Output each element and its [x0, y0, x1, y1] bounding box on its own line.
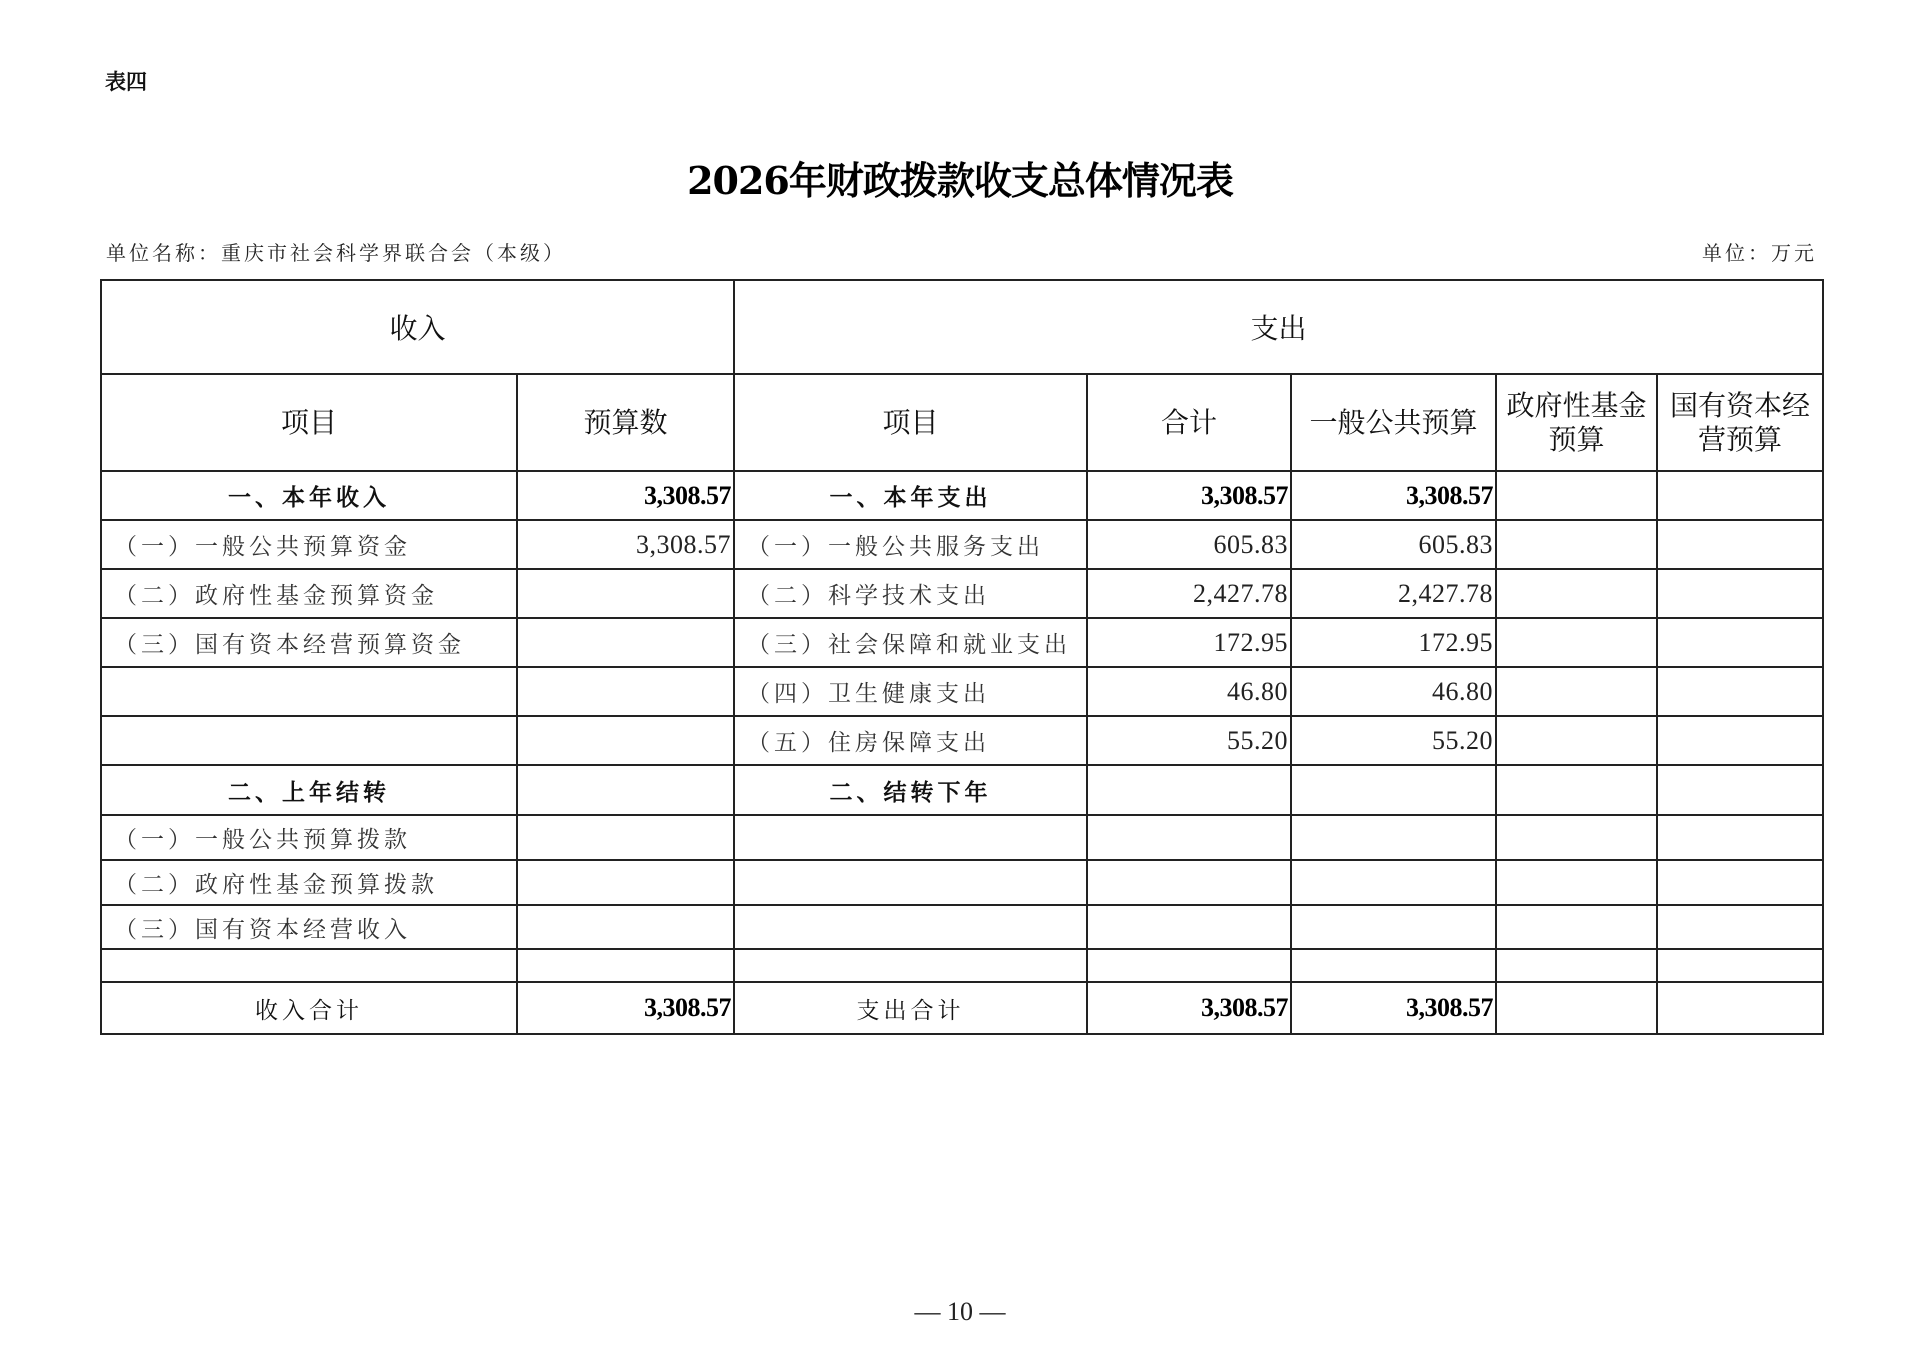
exp-item-cell: （二）科学技术支出	[734, 569, 1087, 618]
table-row	[101, 860, 1823, 905]
col-header-exp-state-capital: 国有资本经营预算	[1657, 374, 1823, 471]
income-budget-cell: 3,308.57	[517, 471, 734, 520]
exp-general-cell: 605.83	[1291, 520, 1496, 569]
column-header-row	[101, 374, 1823, 471]
exp-fund-cell	[1496, 618, 1657, 667]
group-header-row	[101, 280, 1823, 374]
exp-item-cell: （一）一般公共服务支出	[734, 520, 1087, 569]
income-budget-cell: 3,308.57	[517, 520, 734, 569]
exp-fund-cell	[1496, 520, 1657, 569]
table-row	[101, 618, 1823, 667]
income-item-cell: 一、本年收入	[101, 471, 517, 520]
exp-general-cell: 55.20	[1291, 716, 1496, 765]
exp-total-cell	[1087, 860, 1291, 905]
exp-total-cell	[1087, 949, 1291, 982]
exp-fund-cell	[1496, 905, 1657, 949]
table-row	[101, 815, 1823, 860]
exp-fund-cell	[1496, 471, 1657, 520]
income-budget-cell	[517, 667, 734, 716]
exp-item-cell	[734, 860, 1087, 905]
exp-state-capital-cell	[1657, 765, 1823, 815]
exp-fund-cell	[1496, 815, 1657, 860]
exp-general-cell	[1291, 860, 1496, 905]
exp-general-cell: 46.80	[1291, 667, 1496, 716]
exp-item-cell	[734, 949, 1087, 982]
exp-general-cell: 172.95	[1291, 618, 1496, 667]
unit-measure-label: 单位：万元	[1702, 241, 1817, 265]
exp-total-cell	[1087, 905, 1291, 949]
col-header-exp-total: 合计	[1087, 374, 1291, 471]
exp-state-capital-cell	[1657, 618, 1823, 667]
exp-state-capital-cell	[1657, 815, 1823, 860]
exp-total-cell	[1087, 815, 1291, 860]
exp-general-cell	[1291, 905, 1496, 949]
exp-item-cell: 一、本年支出	[734, 471, 1087, 520]
income-item-cell: （三）国有资本经营预算资金	[101, 618, 517, 667]
table-row	[101, 716, 1823, 765]
exp-total-cell: 3,308.57	[1087, 471, 1291, 520]
exp-total-value: 3,308.57	[1087, 982, 1291, 1034]
income-total-value: 3,308.57	[517, 982, 734, 1034]
col-header-exp-item: 项目	[734, 374, 1087, 471]
income-budget-cell	[517, 905, 734, 949]
exp-item-cell: （四）卫生健康支出	[734, 667, 1087, 716]
exp-item-cell: （三）社会保障和就业支出	[734, 618, 1087, 667]
income-item-cell: （二）政府性基金预算拨款	[101, 860, 517, 905]
exp-fund-cell	[1496, 949, 1657, 982]
exp-state-capital-total-value	[1657, 982, 1823, 1034]
exp-state-capital-cell	[1657, 905, 1823, 949]
exp-state-capital-cell	[1657, 667, 1823, 716]
income-budget-cell	[517, 815, 734, 860]
exp-general-cell	[1291, 815, 1496, 860]
exp-general-total-value: 3,308.57	[1291, 982, 1496, 1034]
exp-state-capital-cell	[1657, 520, 1823, 569]
exp-total-label: 支出合计	[734, 982, 1087, 1034]
col-header-income-budget: 预算数	[517, 374, 734, 471]
table-row	[101, 667, 1823, 716]
exp-state-capital-cell	[1657, 949, 1823, 982]
income-budget-cell	[517, 949, 734, 982]
table-row	[101, 905, 1823, 949]
expenditure-group-header: 支出	[734, 280, 1823, 374]
col-header-exp-fund: 政府性基金预算	[1496, 374, 1657, 471]
exp-fund-cell	[1496, 860, 1657, 905]
income-item-cell	[101, 949, 517, 982]
exp-fund-cell	[1496, 569, 1657, 618]
exp-fund-cell	[1496, 765, 1657, 815]
income-budget-cell	[517, 569, 734, 618]
col-header-exp-general: 一般公共预算	[1291, 374, 1496, 471]
table-number-label: 表四	[105, 70, 147, 94]
income-item-cell: （一）一般公共预算资金	[101, 520, 517, 569]
exp-state-capital-cell	[1657, 716, 1823, 765]
exp-fund-cell	[1496, 667, 1657, 716]
total-row	[101, 982, 1823, 1034]
exp-item-cell: 二、结转下年	[734, 765, 1087, 815]
table-row	[101, 520, 1823, 569]
exp-total-cell: 605.83	[1087, 520, 1291, 569]
unit-name-label: 单位名称：重庆市社会科学界联合会（本级）	[106, 241, 566, 265]
exp-total-cell: 172.95	[1087, 618, 1291, 667]
exp-item-cell	[734, 905, 1087, 949]
exp-item-cell	[734, 815, 1087, 860]
income-item-cell	[101, 667, 517, 716]
document-title: 2026年财政拨款收支总体情况表	[687, 158, 1233, 203]
exp-total-cell: 46.80	[1087, 667, 1291, 716]
table-row	[101, 471, 1823, 520]
income-item-cell: （三）国有资本经营收入	[101, 905, 517, 949]
income-budget-cell	[517, 618, 734, 667]
income-item-cell: 二、上年结转	[101, 765, 517, 815]
exp-fund-total-value	[1496, 982, 1657, 1034]
exp-general-cell: 3,308.57	[1291, 471, 1496, 520]
exp-total-cell	[1087, 765, 1291, 815]
exp-fund-cell	[1496, 716, 1657, 765]
income-budget-cell	[517, 716, 734, 765]
table-row	[101, 949, 1823, 982]
income-item-cell: （一）一般公共预算拨款	[101, 815, 517, 860]
income-budget-cell	[517, 765, 734, 815]
col-header-income-item: 项目	[101, 374, 517, 471]
exp-total-cell: 2,427.78	[1087, 569, 1291, 618]
exp-general-cell	[1291, 765, 1496, 815]
table-row	[101, 569, 1823, 618]
exp-item-cell: （五）住房保障支出	[734, 716, 1087, 765]
exp-general-cell	[1291, 949, 1496, 982]
page-number: — 10 —	[914, 1297, 1006, 1326]
exp-state-capital-cell	[1657, 471, 1823, 520]
income-group-header: 收入	[101, 280, 734, 374]
exp-state-capital-cell	[1657, 569, 1823, 618]
exp-total-cell: 55.20	[1087, 716, 1291, 765]
income-item-cell	[101, 716, 517, 765]
income-item-cell: （二）政府性基金预算资金	[101, 569, 517, 618]
table-row	[101, 765, 1823, 815]
income-total-label: 收入合计	[101, 982, 517, 1034]
exp-state-capital-cell	[1657, 860, 1823, 905]
exp-general-cell: 2,427.78	[1291, 569, 1496, 618]
income-budget-cell	[517, 860, 734, 905]
fiscal-budget-table	[100, 279, 1824, 1035]
